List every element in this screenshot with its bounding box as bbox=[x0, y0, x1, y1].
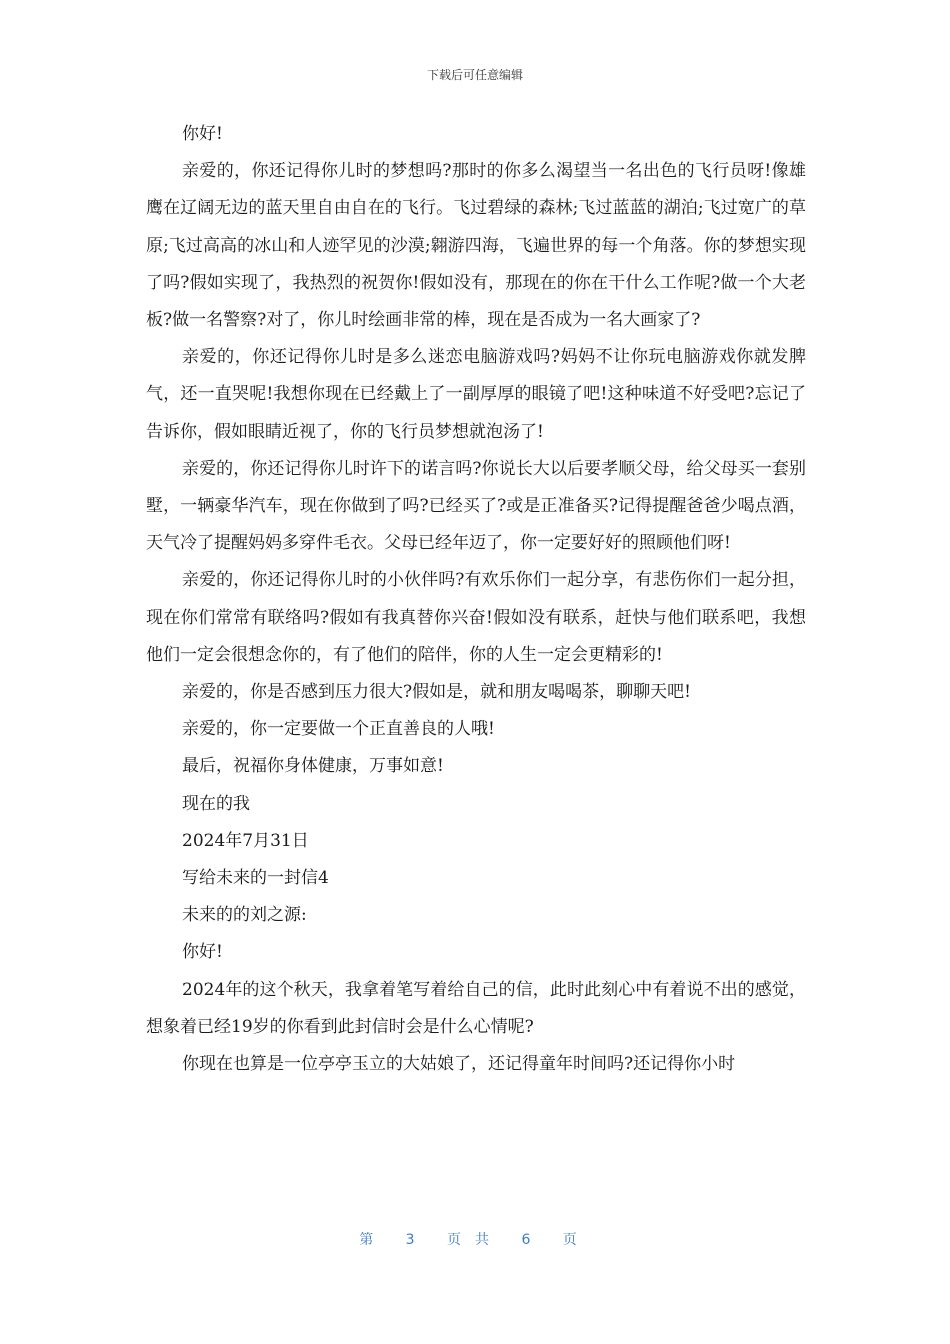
page-number: 第 3 页共 6 页 bbox=[359, 1232, 591, 1248]
paragraph: 你好! bbox=[182, 942, 223, 963]
paragraph: 亲爱的，你还记得你儿时是多么迷恋电脑游戏吗?妈妈不让你玩电脑游戏你就发脾气，还一直哭呢!我想你现在已经戴上了一副厚厚的眼镜了吧!这种味道不好受吧?忘记了告诉你，假如眼睛近视了，你的飞行员梦想就泡汤了! bbox=[146, 347, 806, 442]
paragraph: 你好! bbox=[182, 124, 223, 144]
paragraph: 亲爱的，你是否感到压力很大?假如是，就和朋友喝喝茶，聊聊天吧! bbox=[182, 682, 691, 703]
paragraph: 亲爱的，你还记得你儿时的小伙伴吗?有欢乐你们一起分享，有悲伤你们一起分担，现在你们常常有联络吗?假如有我真替你兴奋!假如没有联系，赶快与他们联系吧，我想他们一定会很想念你的，有了他们的陪伴，你的人生一定会更精彩的! bbox=[146, 570, 806, 665]
document-body bbox=[146, 116, 806, 1083]
paragraph: 亲爱的，你还记得你儿时的梦想吗?那时的你多么渴望当一名出色的飞行员呀!像雄鹰在辽阔无边的蓝天里自由自在的飞行。飞过碧绿的森林;飞过蓝蓝的湖泊;飞过宽广的草原;飞过高高的冰山和人迹罕见的沙漠;翱游四海，飞遍世界的每一个角落。你的梦想实现了吗?假如实现了，我热烈的祝贺你!假如没有，那现在的你在干什么工作呢?做一个大老板?做一名警察?对了，你儿时绘画非常的棒，现在是否成为一名大画家了? bbox=[146, 161, 806, 331]
header-note: 下载后可任意编辑 bbox=[426, 68, 523, 82]
date-line: 2024年7月31日 bbox=[182, 830, 309, 851]
salutation: 未来的的刘之源: bbox=[182, 905, 307, 926]
paragraph: 亲爱的，你还记得你儿时许下的诺言吗?你说长大以后要孝顺父母，给父母买一套别墅，一辆豪华汽车，现在你做到了吗?已经买了?或是正准备买?记得提醒爸爸少喝点酒，天气冷了提醒妈妈多穿件毛衣。父母已经年迈了，你一定要好好的照顾他们呀! bbox=[146, 458, 806, 554]
paragraph: 你现在也算是一位亭亭玉立的大姑娘了，还记得童年时间吗?还记得你小时 bbox=[182, 1054, 736, 1075]
section-title: 写给未来的一封信4 bbox=[182, 868, 329, 889]
paragraph: 最后，祝福你身体健康，万事如意! bbox=[182, 756, 444, 777]
paragraph: 亲爱的，你一定要做一个正直善良的人哦! bbox=[182, 719, 495, 740]
paragraph: 2024年的这个秋天，我拿着笔写着给自己的信，此时此刻心中有着说不出的感觉，想象着已经19岁的你看到此封信时会是什么心情呢? bbox=[146, 979, 806, 1037]
signature-line: 现在的我 bbox=[182, 793, 250, 814]
